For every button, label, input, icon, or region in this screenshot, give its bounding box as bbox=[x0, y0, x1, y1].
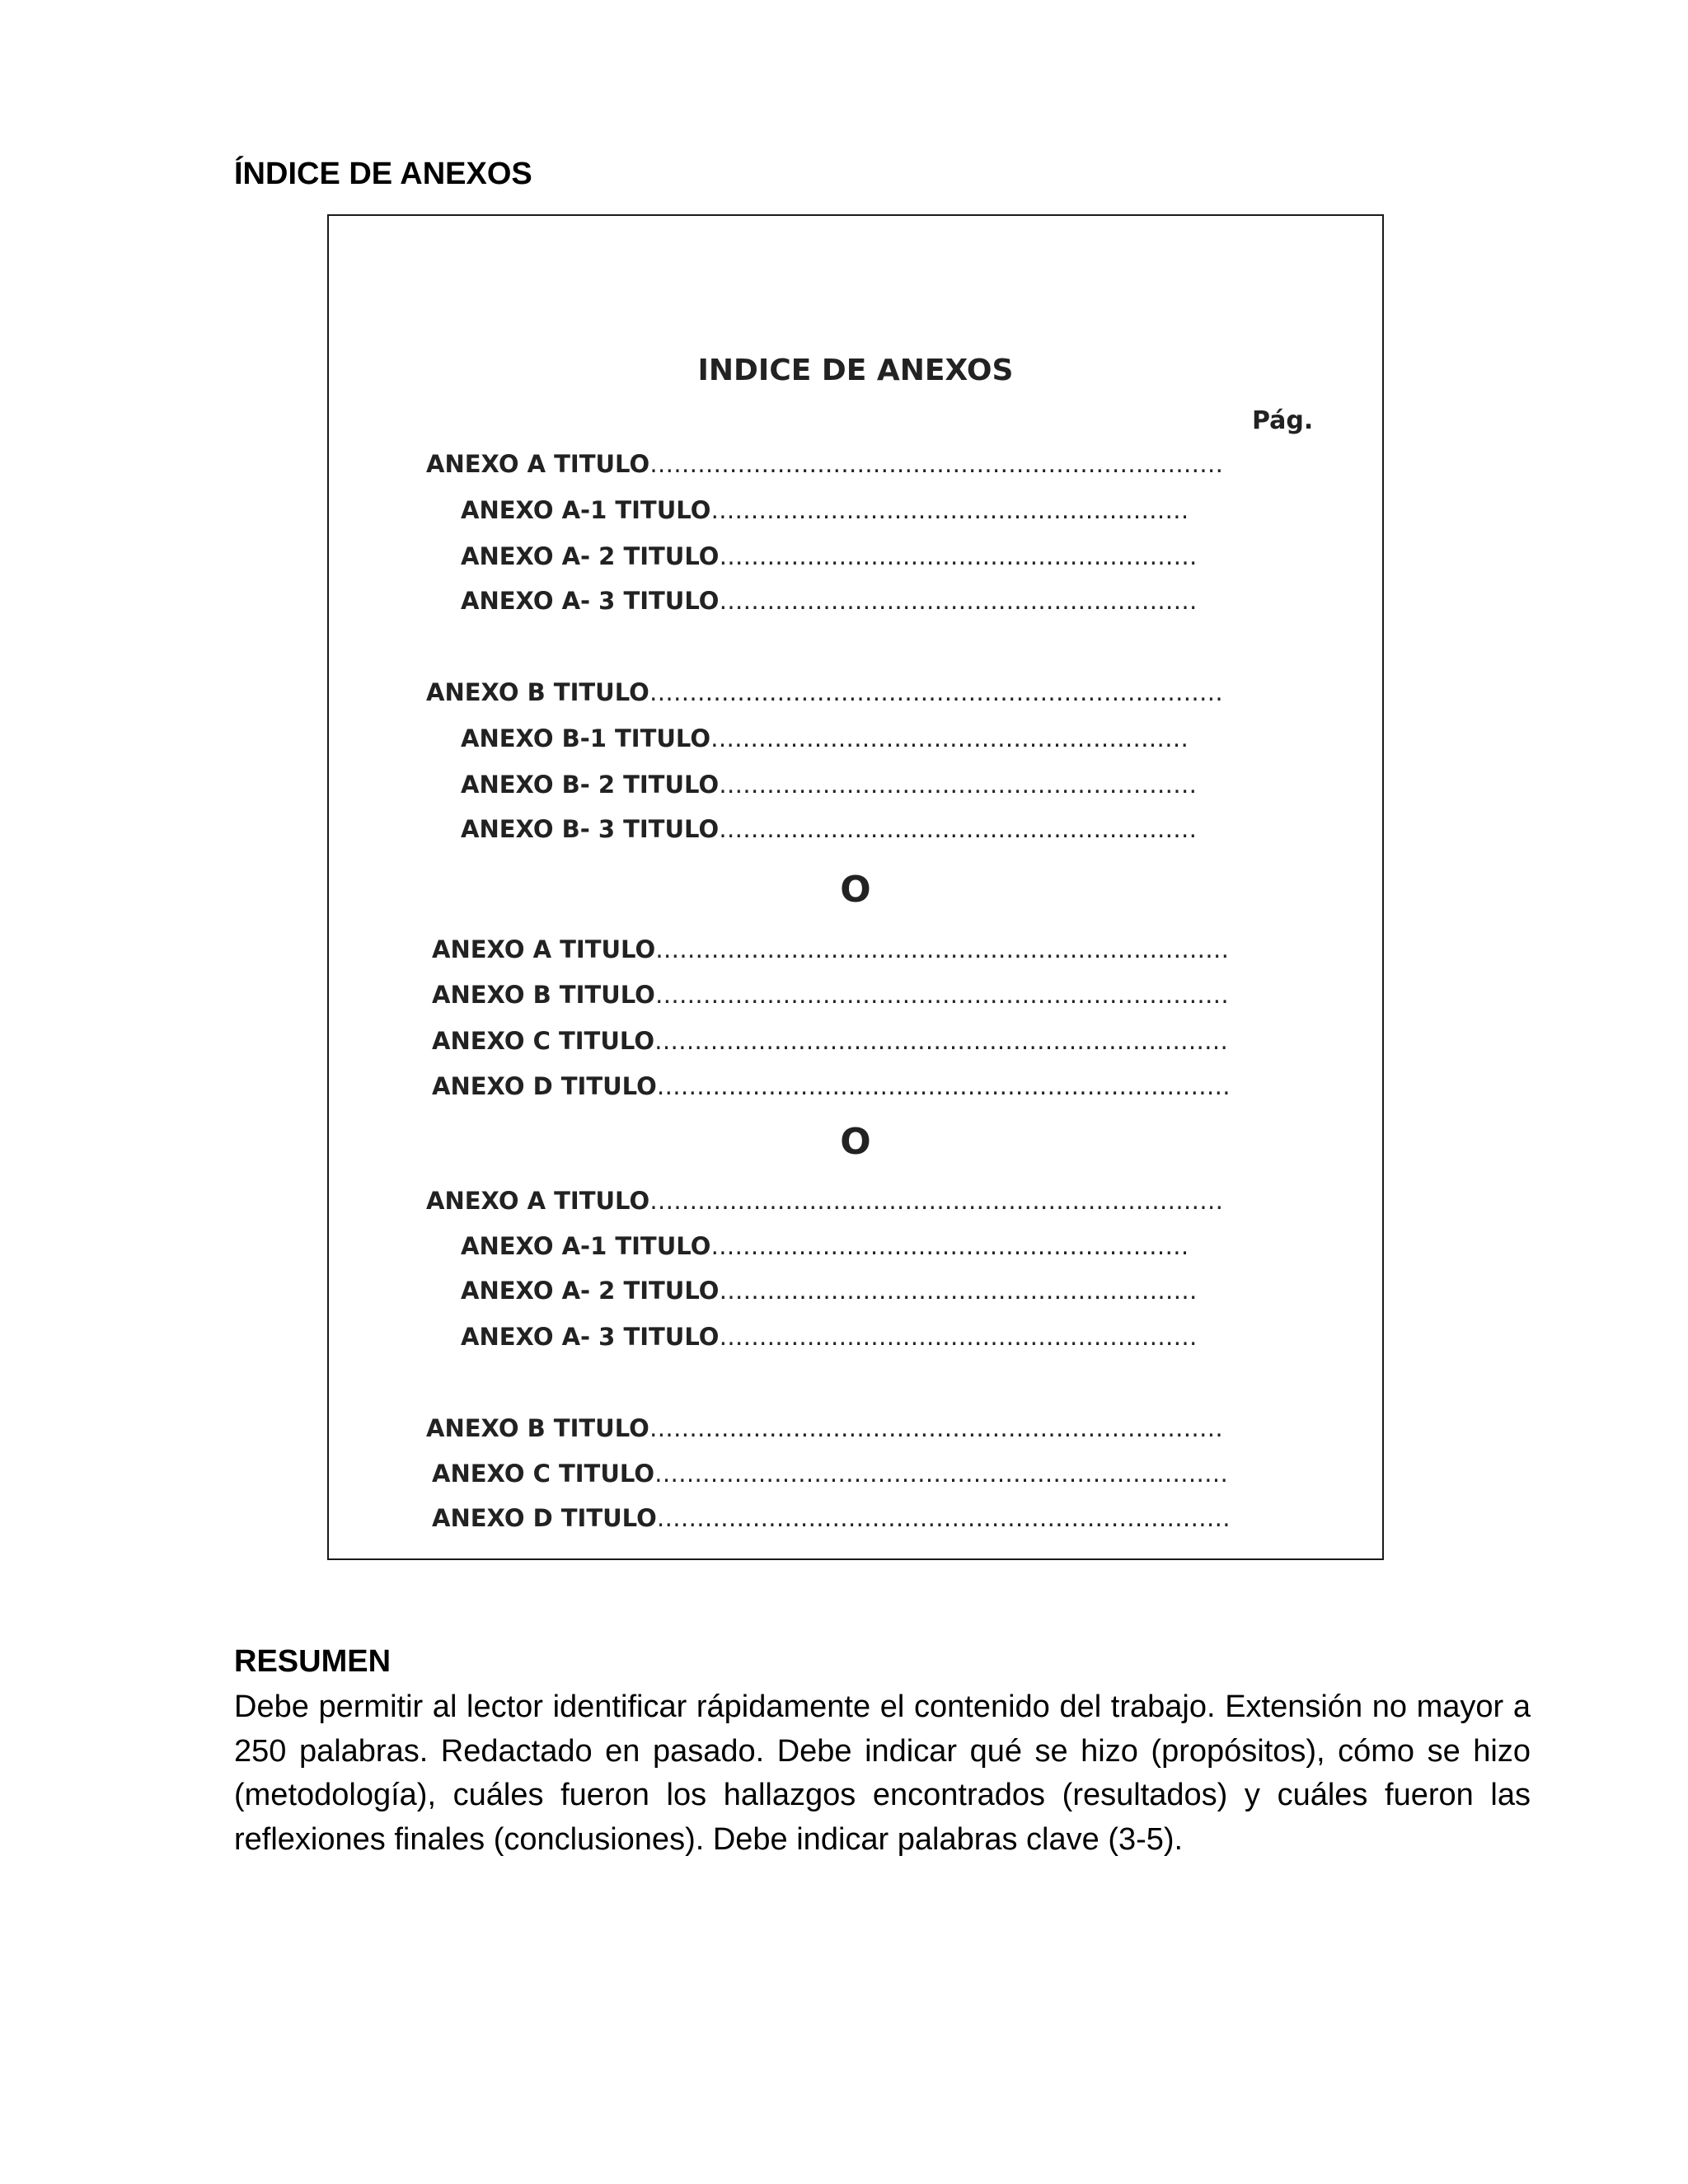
entry-label: ANEXO A- 3 TITULO bbox=[461, 587, 720, 615]
entry-label: ANEXO B- 2 TITULO bbox=[461, 771, 720, 799]
annex-index-figure bbox=[327, 214, 1384, 1560]
entry-leader: …………………………………………………… bbox=[719, 1277, 1198, 1305]
entry-leader: …………………………………………………… bbox=[719, 587, 1198, 615]
index-entry bbox=[432, 933, 1230, 966]
index-entry bbox=[461, 1274, 1198, 1307]
index-entry bbox=[432, 1024, 1228, 1057]
index-entry bbox=[426, 1412, 1223, 1445]
entry-label: ANEXO A TITULO bbox=[432, 935, 656, 963]
entry-leader: ……………………………………………………………… bbox=[649, 1414, 1223, 1442]
entry-leader: …………………………………………………… bbox=[719, 815, 1198, 843]
index-entry bbox=[461, 768, 1198, 801]
entry-leader: ……………………………………………………………… bbox=[656, 1504, 1231, 1532]
entry-leader: ……………………………………………………………… bbox=[649, 1187, 1224, 1215]
separator-or: O bbox=[840, 869, 871, 911]
index-entry bbox=[432, 1070, 1231, 1103]
index-entry bbox=[432, 1502, 1231, 1535]
index-entry bbox=[461, 540, 1198, 573]
entry-leader: ……………………………………………………………… bbox=[654, 1460, 1228, 1488]
index-entry bbox=[461, 1230, 1189, 1263]
entry-label: ANEXO D TITULO bbox=[432, 1072, 657, 1100]
entry-leader: ……………………………………………………………… bbox=[654, 1027, 1228, 1055]
entry-label: ANEXO B TITULO bbox=[432, 981, 655, 1009]
index-entry bbox=[461, 494, 1189, 527]
entry-leader: …………………………………………………… bbox=[710, 1232, 1189, 1260]
entry-label: ANEXO C TITULO bbox=[432, 1027, 654, 1055]
summary-body: Debe permitir al lector identificar rápidamente el contenido del trabajo. Extensión no mayor a 250 palabras. Redactado en pasado. Debe indicar qué se hizo (propósitos), cómo se hizo (metodología), cuáles fueron los hallazgos encontrados (resultados) y cuáles fueron las reflexiones finales (conclusiones). Debe indicar palabras clave (3-5). bbox=[234, 1690, 1531, 1857]
index-entry bbox=[432, 1457, 1228, 1490]
entry-label: ANEXO A-1 TITULO bbox=[461, 1232, 711, 1260]
entry-leader: ……………………………………………………………… bbox=[649, 678, 1223, 706]
entry-label: ANEXO A TITULO bbox=[426, 450, 650, 478]
entry-leader: …………………………………………………… bbox=[719, 542, 1198, 570]
entry-leader: …………………………………………………… bbox=[719, 771, 1198, 799]
entry-leader: …………………………………………………… bbox=[719, 1323, 1198, 1351]
index-entry bbox=[461, 584, 1198, 617]
entry-label: ANEXO A- 2 TITULO bbox=[461, 1277, 720, 1305]
figure-title: INDICE DE ANEXOS bbox=[697, 354, 1014, 387]
index-entry bbox=[461, 722, 1189, 755]
entry-label: ANEXO B-1 TITULO bbox=[461, 724, 711, 752]
entry-label: ANEXO A TITULO bbox=[426, 1187, 650, 1215]
entry-label: ANEXO B- 3 TITULO bbox=[461, 815, 720, 843]
index-entry bbox=[426, 1184, 1224, 1217]
entry-leader: …………………………………………………… bbox=[710, 724, 1189, 752]
index-entry bbox=[426, 676, 1223, 709]
entry-label: ANEXO D TITULO bbox=[432, 1504, 657, 1532]
page-title: ÍNDICE DE ANEXOS bbox=[234, 157, 532, 191]
entry-label: ANEXO B TITULO bbox=[426, 1414, 649, 1442]
entry-leader: ……………………………………………………………… bbox=[649, 450, 1224, 478]
index-entry bbox=[461, 1320, 1198, 1353]
index-entry bbox=[432, 978, 1229, 1011]
entry-leader: ……………………………………………………………… bbox=[655, 935, 1230, 963]
entry-leader: …………………………………………………… bbox=[710, 496, 1189, 524]
entry-label: ANEXO B TITULO bbox=[426, 678, 649, 706]
entry-label: ANEXO A- 3 TITULO bbox=[461, 1323, 720, 1351]
entry-leader: ……………………………………………………………… bbox=[656, 1072, 1231, 1100]
entry-label: ANEXO A-1 TITULO bbox=[461, 496, 711, 524]
entry-label: ANEXO C TITULO bbox=[432, 1460, 654, 1488]
entry-leader: ……………………………………………………………… bbox=[654, 981, 1229, 1009]
entry-label: ANEXO A- 2 TITULO bbox=[461, 542, 720, 570]
page-column-label: Pág. bbox=[1252, 406, 1314, 435]
index-entry bbox=[426, 448, 1224, 480]
index-entry bbox=[461, 813, 1198, 846]
summary-heading: RESUMEN bbox=[234, 1644, 392, 1679]
separator-or: O bbox=[840, 1121, 871, 1163]
